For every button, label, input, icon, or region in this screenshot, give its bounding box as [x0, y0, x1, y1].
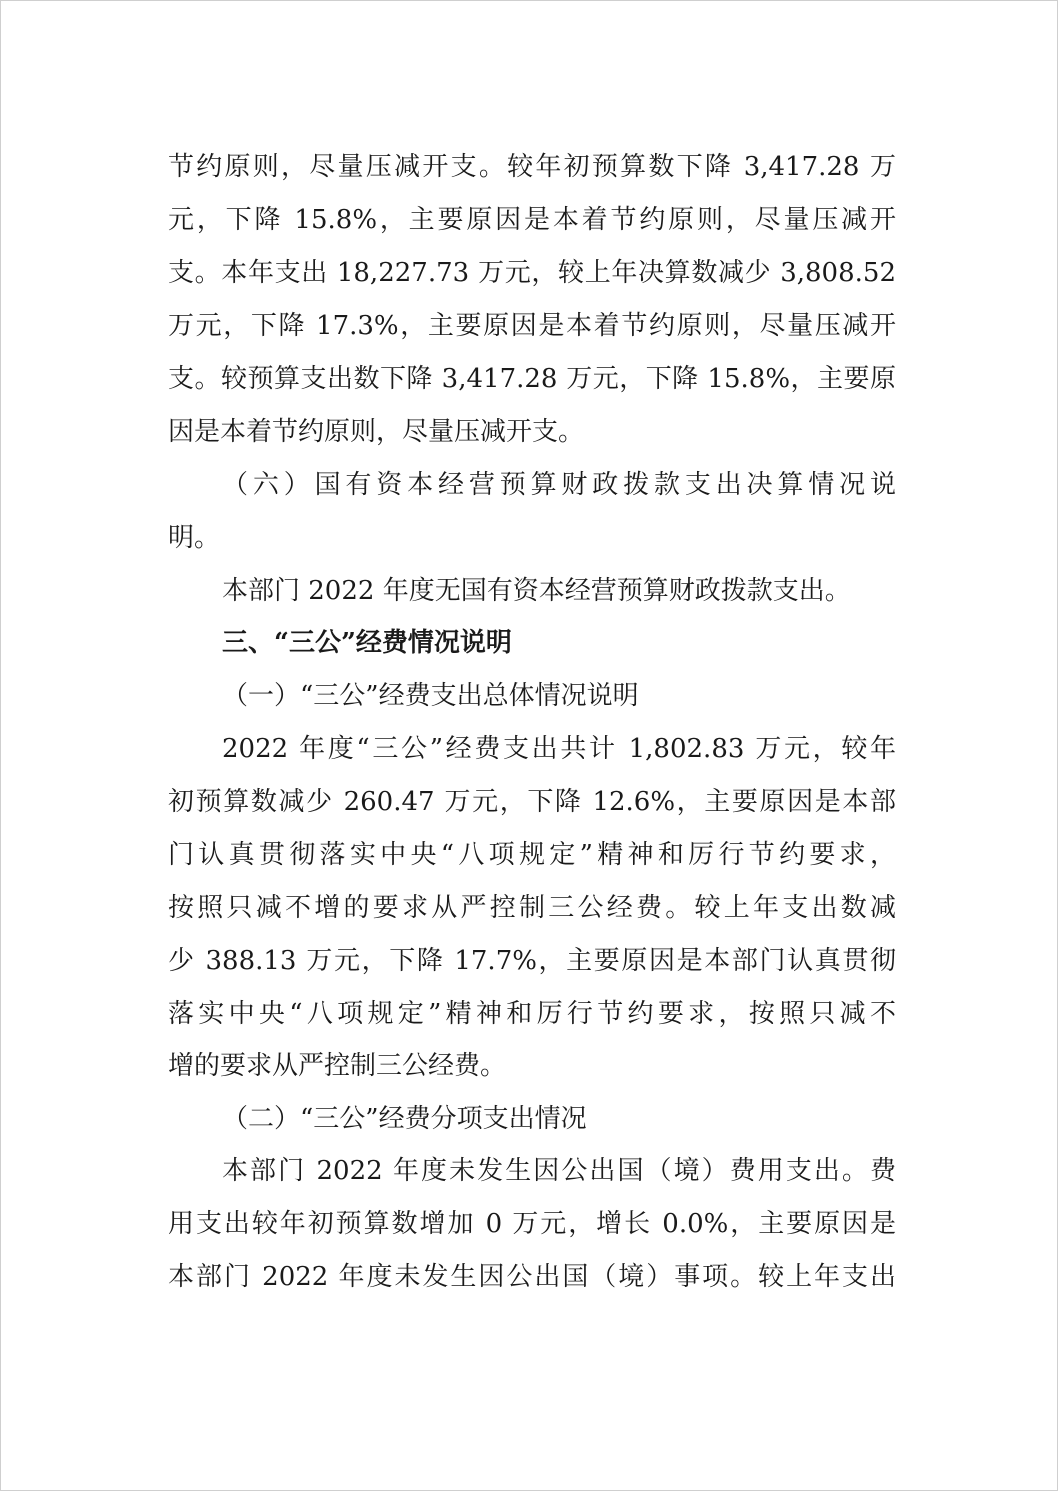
section-heading: （一）“三公”经费支出总体情况说明 — [222, 681, 639, 711]
paragraph-line: 支。较预算支出数下降 3,417.28 万元，下降 15.8%，主要原 — [168, 364, 896, 394]
paragraph-line: 按照只减不增的要求从严控制三公经费。较上年支出数减 — [168, 893, 896, 923]
paragraph-line: 元，下降 15.8%，主要原因是本着节约原则，尽量压减开 — [168, 205, 896, 235]
paragraph-line: 门认真贯彻落实中央“八项规定”精神和厉行节约要求， — [168, 840, 896, 870]
paragraph-line: 本部门 2022 年度无国有资本经营预算财政拨款支出。 — [222, 576, 851, 606]
paragraph-line: 本部门 2022 年度未发生因公出国（境）事项。较上年支出 — [168, 1262, 896, 1292]
paragraph-line: 初预算数减少 260.47 万元，下降 12.6%，主要原因是本部 — [168, 787, 896, 817]
paragraph-line: 2022 年度“三公”经费支出共计 1,802.83 万元，较年 — [222, 734, 896, 764]
section-heading-continued: 明。 — [168, 523, 221, 553]
paragraph-line: 本部门 2022 年度未发生因公出国（境）费用支出。费 — [222, 1156, 896, 1186]
chapter-heading: 三、“三公”经费情况说明 — [222, 628, 512, 658]
section-heading: （二）“三公”经费分项支出情况 — [222, 1104, 587, 1134]
section-heading: （六）国有资本经营预算财政拨款支出决算情况说 — [222, 470, 896, 500]
paragraph-line: 落实中央“八项规定”精神和厉行节约要求，按照只减不 — [168, 999, 896, 1029]
paragraph-line: 万元，下降 17.3%，主要原因是本着节约原则，尽量压减开 — [168, 311, 896, 341]
paragraph-line: 支。本年支出 18,227.73 万元，较上年决算数减少 3,808.52 — [168, 258, 896, 288]
paragraph-line: 节约原则，尽量压减开支。较年初预算数下降 3,417.28 万 — [168, 152, 896, 182]
paragraph-line: 用支出较年初预算数增加 0 万元，增长 0.0%，主要原因是 — [168, 1209, 896, 1239]
paragraph-line: 增的要求从严控制三公经费。 — [168, 1051, 507, 1081]
paragraph-line: 因是本着节约原则，尽量压减开支。 — [168, 417, 585, 447]
paragraph-line: 少 388.13 万元，下降 17.7%，主要原因是本部门认真贯彻 — [168, 946, 896, 976]
